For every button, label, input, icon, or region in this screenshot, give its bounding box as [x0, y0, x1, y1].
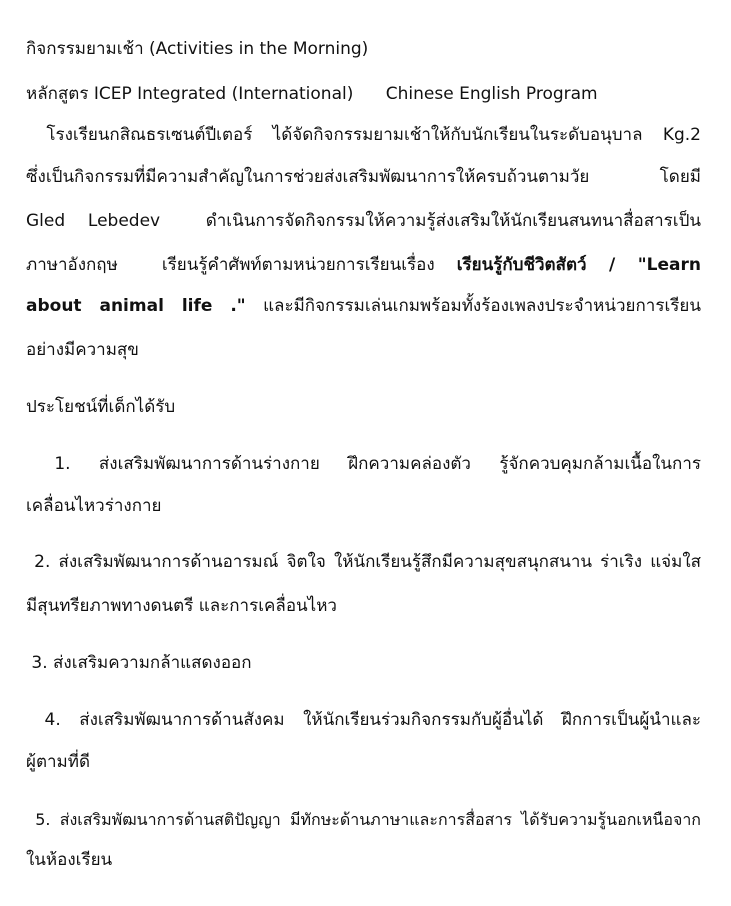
intro-line-2: ซึ่งเป็นกิจกรรมที่มีความสำคัญในการช่วยส่งเสริมพัฒนาการให้ครบถ้วนตามวัย โดยมี: [26, 167, 701, 187]
unit-title-bold-cont: about animal life .": [26, 296, 246, 316]
benefit-1-line-2: เคลื่อนไหวร่างกาย: [26, 496, 162, 516]
intro-line-1: โรงเรียนกสิณธรเซนต์ปีเตอร์ ได้จัดกิจกรรมยามเช้าให้กับนักเรียนในระดับอนุบาล Kg.2: [26, 125, 701, 145]
benefit-3-line-1: 3. ส่งเสริมความกล้าแสดงออก: [26, 653, 252, 673]
intro-line-5-text: และมีกิจกรรมเล่นเกมพร้อมทั้งร้องเพลงประจำหน่วยการเรียน: [245, 296, 701, 316]
page-title: กิจกรรมยามเช้า (Activities in the Morning): [26, 39, 369, 59]
intro-line-6: อย่างมีความสุข: [26, 340, 139, 360]
intro-line-4-text: ภาษาอังกฤษ เรียนรู้คำศัพท์ตามหน่วยการเรียนเรื่อง: [26, 255, 457, 275]
benefits-heading: ประโยชน์ที่เด็กได้รับ: [26, 397, 176, 417]
benefit-4-line-2: ผู้ตามที่ดี: [26, 752, 90, 772]
benefit-5-line-1: 5. ส่งเสริมพัฒนาการด้านสติปัญญา มีทักษะด้านภาษาและการสื่อสาร ได้รับความรู้นอกเหนือจาก: [26, 810, 701, 829]
benefit-2-line-1: 2. ส่งเสริมพัฒนาการด้านอารมณ์ จิตใจ ให้นักเรียนรู้สึกมีความสุขสนุกสนาน ร่าเริง แจ่มใส: [26, 552, 701, 572]
benefit-5-line-2: ในห้องเรียน: [26, 850, 113, 870]
benefit-4-line-1: 4. ส่งเสริมพัฒนาการด้านสังคม ให้นักเรียนร่วมกิจกรรมกับผู้อื่นได้ ฝึกการเป็นผู้นำและ: [26, 710, 701, 730]
benefit-1-line-1: 1. ส่งเสริมพัฒนาการด้านร่างกาย ฝึกความคล่องตัว รู้จักควบคุมกล้ามเนื้อในการ: [26, 454, 701, 474]
program-line: หลักสูตร ICEP Integrated (International) Chinese English Program: [26, 84, 598, 104]
intro-line-3: Gled Lebedev ดำเนินการจัดกิจกรรมให้ความรู้ส่งเสริมให้นักเรียนสนทนาสื่อสารเป็น: [26, 211, 701, 231]
unit-title-bold: เรียนรู้กับชีวิตสัตว์ / "Learn: [456, 255, 701, 275]
intro-line-4: [26, 253, 701, 277]
intro-line-5: [26, 294, 701, 318]
benefit-2-line-2: มีสุนทรียภาพทางดนตรี และการเคลื่อนไหว: [26, 596, 337, 616]
